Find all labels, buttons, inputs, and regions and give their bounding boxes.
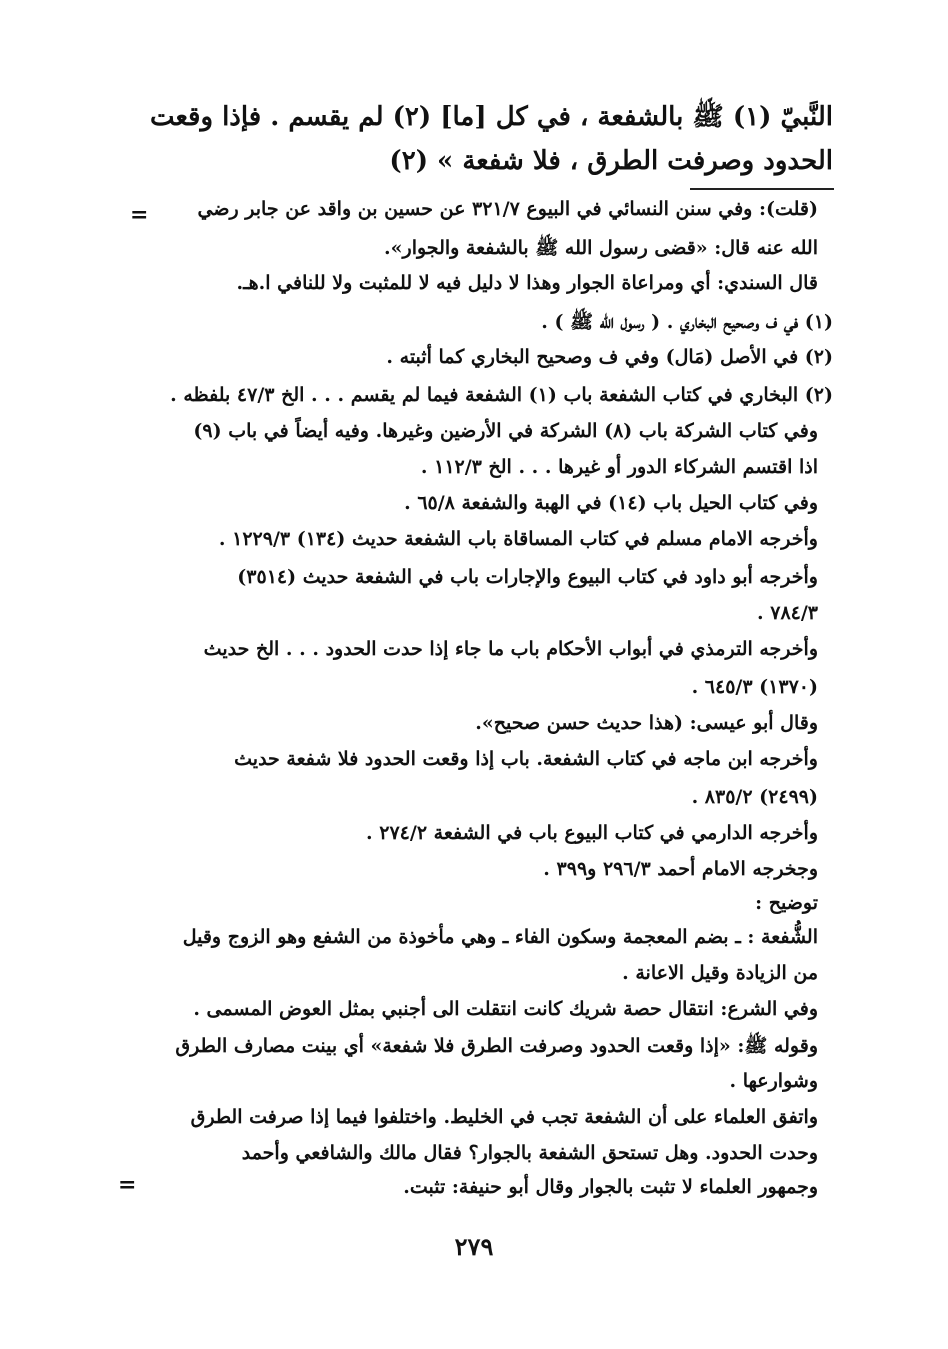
note-line: وحدت الحدود. وهل تستحق الشفعة بالجوار؟ فقال مالك والشافعي وأحمد [241,1142,818,1164]
note-line: (١٣٧٠) ٦٤٥/٣ . [691,676,818,698]
note-line: وجخرجه الامام أحمد ٢٩٦/٣ و٣٩٩ . [543,858,818,880]
note-line: وأخرجه الدارمي في كتاب البيوع باب في الشفعة ٢٧٤/٢ . [366,822,818,844]
note-line: (٢) في الأصل (مَال) وفي ف وصحيح البخاري كما أثبته . [386,346,833,368]
hadith-line-1: النَّبيّ (١) ﷺ بالشفعة ، في كل [ما] (٢) لم يقسم . فإذا وقعت [149,102,833,132]
note-line: وشوارعها . [729,1070,818,1092]
note-line: وفي كتاب الحيل باب (١٤) في الهبة والشفعة ٦٥/٨ . [404,492,818,514]
note-line: (٢٤٩٩) ٨٣٥/٢ . [691,786,818,808]
note-line: قال السندي: أي ومراعاة الجوار وهذا لا دليل فيه لا للمثبت ولا للنافي ا.هـ. [236,272,818,294]
note-line: اذا اقتسم الشركاء الدور أو غيرها . . . الخ ١١٢/٣ . [420,456,818,478]
note-line: من الزيادة وقيل الاعانة . [622,962,818,984]
note-line: وفي الشرع: انتقال حصة شريك كانت انتقلت الى أجنبي بمثل العوض المسمى . [193,998,818,1020]
footnote-separator [690,188,834,190]
note-line: وقوله ﷺ: «إذا وقعت الحدود وصرفت الطرق فلا شفعة» أي بينت مصارف الطرق [175,1035,818,1057]
continuation-mark-top: = [130,202,149,228]
note-line: وفي كتاب الشركة باب (٨) الشركة في الأرضين وغيرها. وفيه أيضاً في باب (٩) [193,420,818,442]
page-number: ٢٧٩ [454,1232,494,1261]
hadith-line-2: الحدود وصرفت الطرق ، فلا شفعة » (٢) [389,146,833,176]
note-line: (٢) البخاري في كتاب الشفعة باب (١) الشفعة فيما لم يقسم . . . الخ ٤٧/٣ بلفظه . [170,384,833,406]
continuation-mark-bottom: = [118,1172,137,1198]
note-line: (١) في ف وصحيح البخاري . ( رسول الله ﷺ ) . [541,311,833,333]
note-line: وأخرجه ابن ماجه في كتاب الشفعة. باب إذا وقعت الحدود فلا شفعة حديث [234,748,818,770]
note-line: وأخرجه الامام مسلم في كتاب المساقاة باب الشفعة حديث (١٣٤) ١٢٢٩/٣ . [218,528,818,550]
note-line: الشُّفعة : ـ بضم المعجمة وسكون الفاء ـ وهي مأخوذة من الشفع وهو الزوج وقيل [182,926,818,948]
note-line: وأخرجه أبو داود في كتاب البيوع والإجارات باب في الشفعة حديث (٣٥١٤) [237,566,818,588]
note-line: (قلت): وفي سنن النسائي في البيوع ٣٢١/٧ عن حسين بن واقد عن جابر رضي [197,198,818,220]
section-heading: توضيح : [755,892,818,914]
note-line: الله عنه قال: «قضى رسول الله ﷺ بالشفعة والجوار». [384,237,818,259]
note-line: ٧٨٤/٣ . [757,602,818,624]
note-line: وقال أبو عيسى: (هذا حديث حسن صحيح». [475,712,818,734]
note-line: واتفق العلماء على أن الشفعة تجب في الخليط. واختلفوا فيما إذا صرفت الطرق [190,1106,818,1128]
note-line: وأخرجه الترمذي في أبواب الأحكام باب ما جاء إذا حدت الحدود . . . الخ حديث [203,638,818,660]
note-line: وجمهور العلماء لا تثبت بالجوار وقال أبو حنيفة: تثبت. [403,1176,818,1198]
